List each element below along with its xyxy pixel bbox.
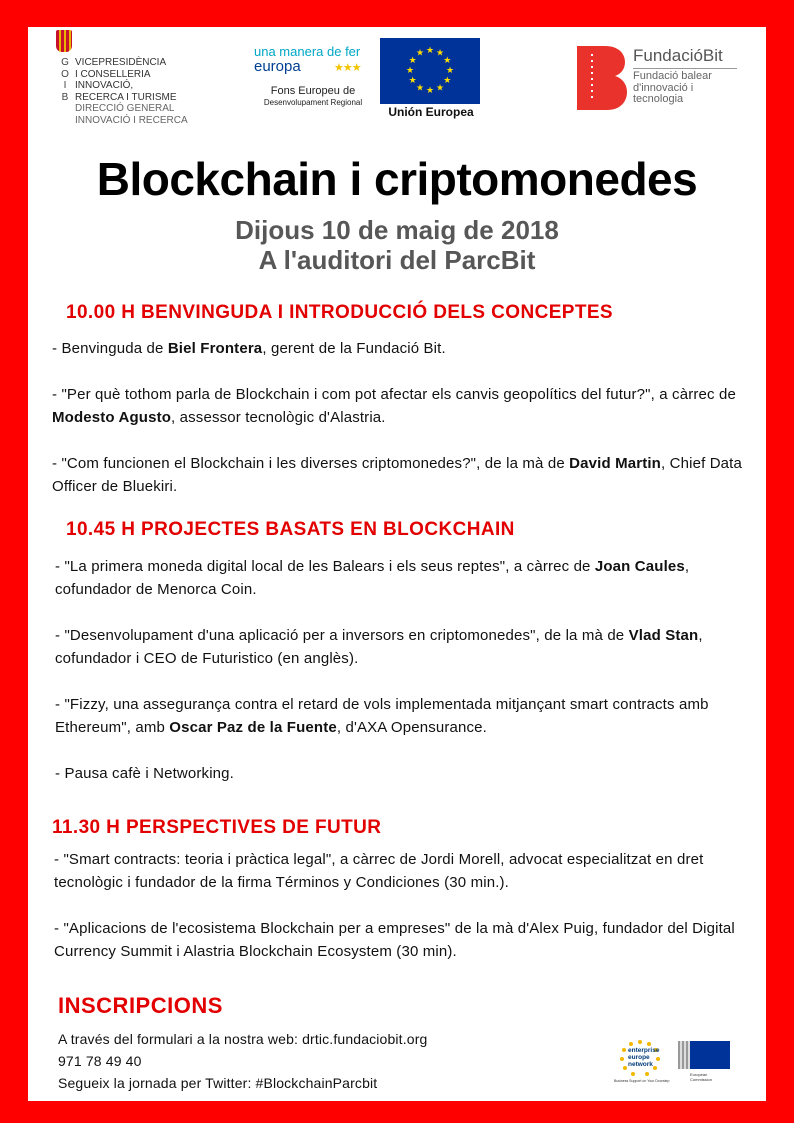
agenda-text: - Benvinguda de: [52, 340, 168, 357]
section-heading-future: 11.30 H PERSPECTIVES DE FUTUR: [52, 817, 382, 838]
svg-text:★: ★: [408, 55, 417, 66]
speaker-name: Modesto Agusto: [52, 409, 172, 426]
ec-text: European Commission: [690, 1072, 713, 1082]
agenda-text: , cofundador de Menorca Coin.: [55, 558, 690, 598]
agenda-text: , assessor tecnològic d'Alastria.: [171, 409, 386, 426]
svg-text:★: ★: [425, 86, 435, 96]
agenda-item: [54, 848, 754, 894]
agenda-item: [55, 624, 755, 670]
eu-logo: ★ ★ ★ ★ ★ ★ ★ ★ ★ ★ ★ ★ Unión Europea: [380, 38, 482, 119]
divider: [633, 68, 737, 69]
agenda-text: - "La primera moneda digital local de les Balears i els seus reptes", a càrrec de: [55, 558, 595, 575]
agenda-text: , gerent de la Fundació Bit.: [262, 340, 446, 357]
fundaciobit-b-icon: [577, 46, 627, 110]
agenda-text: , d'AXA Opensurance.: [336, 719, 487, 736]
svg-text:★: ★: [435, 48, 445, 59]
speaker-name: David Martin: [569, 455, 661, 472]
goib-department-text: VICEPRESIDÈNCIA I CONSELLERIA INNOVACIÓ, RECERCA I TURISME DIRECCIÓ GENERAL INNOVACIÓ I RECERCA: [75, 57, 188, 126]
agenda-text: - "Com funcionen el Blockchain i les diverses criptomonedes?", de la mà de: [52, 455, 570, 472]
agenda-item: [55, 762, 755, 785]
svg-text:★: ★: [435, 83, 445, 94]
fundaciobit-description: Fundació balear d'innovació i tecnologia: [633, 70, 712, 105]
european-commission-logo: [676, 1037, 736, 1089]
svg-text:★: ★: [443, 55, 452, 66]
agenda-item: [52, 383, 752, 429]
event-title: Blockchain i criptomonedes: [96, 153, 698, 205]
agenda-text: - "Per què tothom parla de Blockchain i com pot afectar els canvis geopolítics del futur?", a càrrec de: [52, 386, 736, 403]
building-icon: [678, 1041, 690, 1069]
agenda-text: - "Aplicacions de l'ecosistema Blockchain per a empreses" de la mà d'Alex Puig, fundador del Digital Currency Summit i Alastria Blockchain Ecosystem (30 min).: [54, 920, 735, 960]
section-heading-projects: 10.45 H PROJECTES BASATS EN BLOCKCHAIN: [66, 519, 515, 540]
inscriptions-phone: 971 78 49 40: [58, 1053, 142, 1069]
goib-shield-icon: [56, 30, 72, 52]
agenda-item: [55, 555, 755, 601]
inscriptions-web: A través del formulari a la nostra web: drtic.fundaciobit.org: [58, 1031, 428, 1047]
stars-icon: ★★★: [334, 62, 361, 74]
agenda-item: [55, 693, 755, 739]
agenda-text: - Pausa cafè i Networking.: [55, 765, 234, 782]
speaker-name: Vlad Stan: [628, 627, 699, 644]
agenda-text: , cofundador i CEO de Futuristico (en anglès).: [55, 627, 703, 667]
agenda-text: - "Fizzy, una assegurança contra el retard de vols implementada mitjançant smart contracts amb Ethereum", amb: [55, 696, 709, 736]
goib-logo: [56, 30, 196, 130]
event-place: A l'auditori del ParcBit: [258, 245, 536, 275]
eu-flag-icon: [690, 1041, 730, 1069]
agenda-text: - "Smart contracts: teoria i pràctica legal", a càrrec de Jordi Morell, advocat especialitzat en dret tecnològic i fundador de la firma Términos y Condiciones (30 min.).: [54, 851, 704, 891]
speaker-name: Joan Caules: [594, 558, 685, 575]
feder-logo: una manera de fer europa ★★★ Fons Europeu de Desenvolupament Regional: [254, 44, 363, 107]
event-date: Dijous 10 de maig de 2018: [235, 215, 559, 245]
fundaciobit-logo: FundacióBit Fundació balear d'innovació i tecnologia: [577, 46, 747, 116]
agenda-item: [52, 337, 752, 360]
inscriptions-heading: INSCRIPCIONS: [58, 993, 223, 1018]
eu-stars-icon: [380, 38, 480, 104]
svg-text:★: ★: [415, 83, 425, 94]
svg-text:★: ★: [425, 46, 435, 56]
inscriptions-twitter: Segueix la jornada per Twitter: #BlockchainParcbit: [58, 1075, 378, 1091]
svg-text:★: ★: [405, 66, 415, 76]
enterprise-europe-network-logo: enterprise europe network Business Support on Your Doorstep: [614, 1037, 674, 1087]
svg-text:★: ★: [415, 48, 425, 59]
agenda-item: [54, 917, 754, 963]
poster-page: [28, 27, 766, 1101]
event-subtitle: [28, 215, 766, 275]
speaker-name: Biel Frontera: [167, 340, 263, 357]
een-text: enterprise europe network: [628, 1047, 660, 1068]
agenda-text: , Chief Data Officer de Bluekiri.: [52, 455, 742, 495]
svg-text:★: ★: [408, 76, 417, 87]
section-heading-introduction: 10.00 H BENVINGUDA I INTRODUCCIÓ DELS CONCEPTES: [66, 302, 614, 323]
speaker-name: Oscar Paz de la Fuente: [169, 719, 337, 736]
goib-letters: G O I B: [61, 57, 69, 103]
agenda-text: - "Desenvolupament d'una aplicació per a inversors en criptomonedes", de la mà de: [55, 627, 629, 644]
eu-flag-icon: [380, 38, 480, 104]
svg-text:★: ★: [445, 66, 455, 76]
svg-text:★: ★: [443, 76, 452, 87]
agenda-item: [52, 452, 752, 498]
logo-bar: [28, 27, 766, 135]
